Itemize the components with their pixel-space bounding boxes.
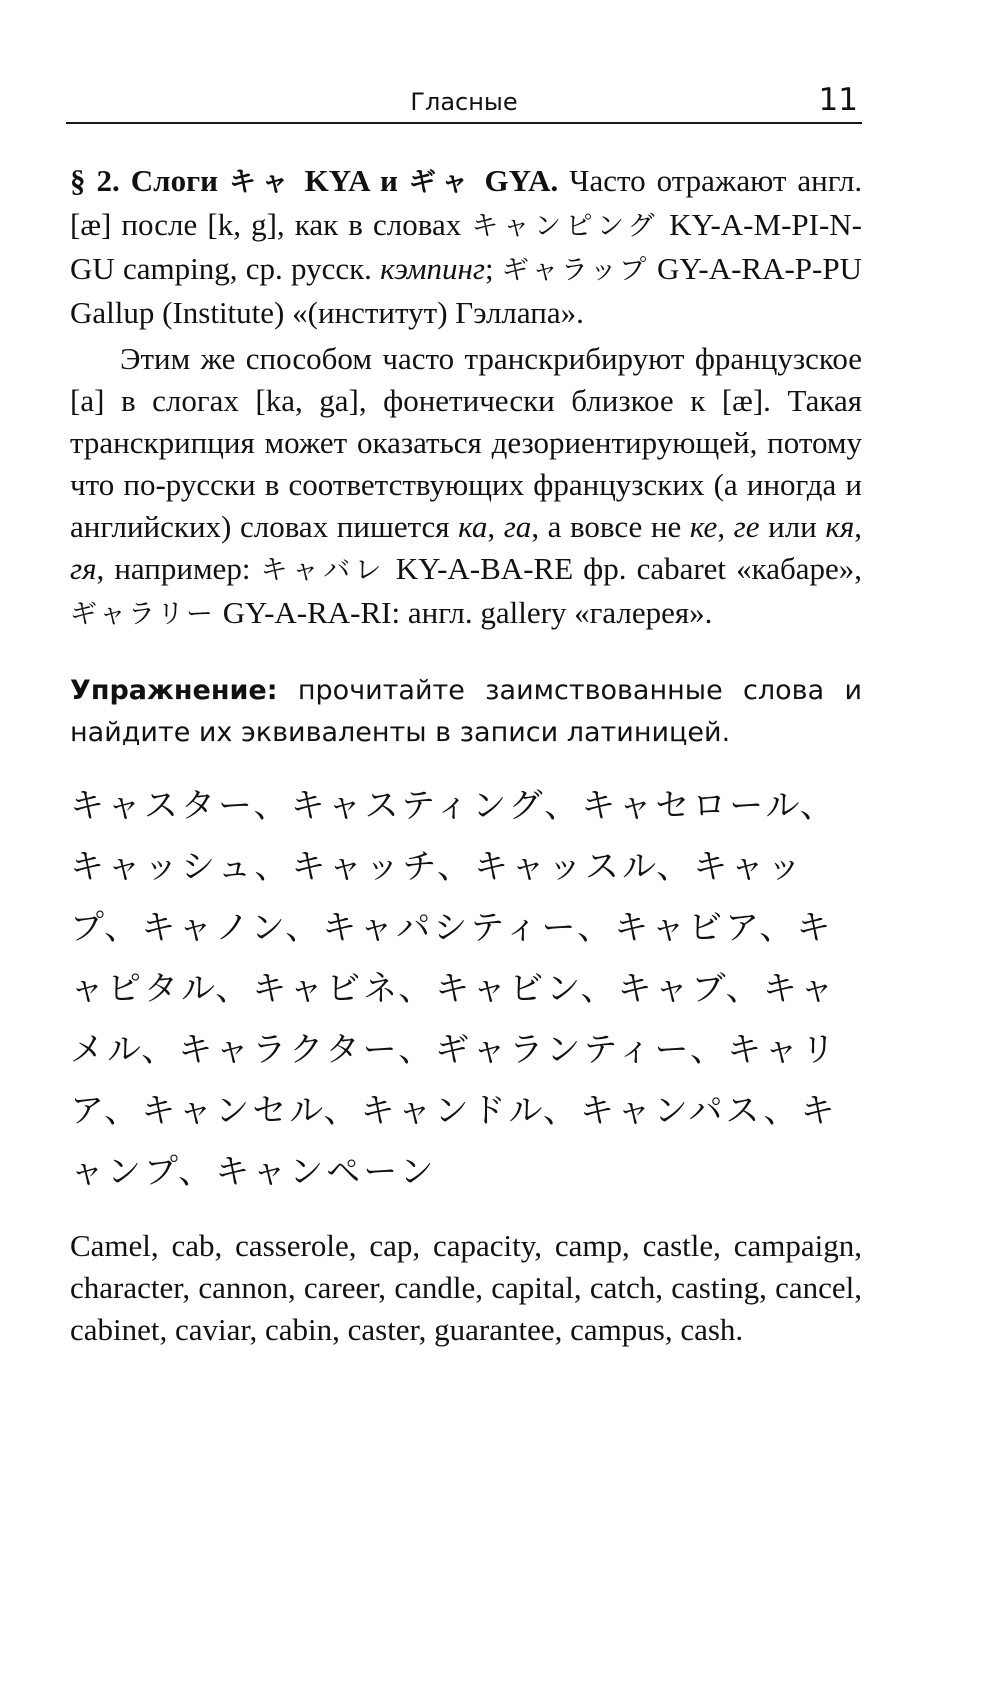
italic-word: кэмпинг [380, 251, 486, 286]
paragraph-2 [70, 338, 862, 636]
text-run: , [854, 509, 863, 544]
text-run: или [759, 509, 826, 544]
latin-word-list: Camel, cab, casserole, cap, capacity, camp, castle, campaign, character, cannon, career, candle, capital, catch, casting, cancel, cabinet, caviar, cabin, caster, guarantee, campus, cash. [70, 1228, 862, 1347]
page-body [70, 160, 862, 1351]
text-run: KY-A-M-PI-N-GU camping, ср. русск. [70, 207, 862, 286]
text-run: , [487, 509, 504, 544]
section-marker: § 2. Слоги [70, 163, 219, 198]
text-run: , [717, 509, 734, 544]
japanese-word-list: キャスター、キャスティング、キャセロール、キャッシュ、キャッチ、キャッスル、キャップ、キャノン、キャパシティー、キャビア、キャピタル、キャビネ、キャビン、キャブ、キャメル、キャラクター、ギャランティー、キャリア、キャンセル、キャンドル、キャンパス、キャンプ、キャンペーン [70, 786, 839, 1192]
kana-gallery: ギャラリー [70, 599, 215, 630]
exercise-label: Упражнение: [70, 675, 278, 706]
latin-kya: KYA [304, 163, 369, 198]
italic-word: ге [733, 509, 760, 544]
section-heading [70, 163, 558, 198]
text-run: Часто отражают англ. [æ] после [k, g], как в словах [70, 163, 863, 242]
chapter-title: Гласные [410, 88, 518, 116]
section-text [70, 160, 862, 636]
kana-camping: キャンピング [471, 211, 660, 242]
italic-word: гя [70, 551, 97, 586]
text-run: , а вовсе не [531, 509, 690, 544]
kana-cabaret: キャバレ [260, 555, 386, 586]
paragraph-1 [70, 160, 862, 334]
kana-gya: ギャ [408, 167, 474, 198]
italic-word: кя [825, 509, 855, 544]
and-word: и [380, 163, 398, 198]
exercise-instruction [70, 670, 862, 754]
kana-gallup: ギャラップ [501, 255, 649, 286]
page-number: 11 [818, 82, 858, 118]
text-run: Этим же способом часто транскрибируют французское [a] в слогах [ka, ga], фонетически близкое к [æ]. Такая транскрипция может оказаться дезориентирующей, потому что по-русски в соответствующих французских (а иногда и английских) словах пишется [70, 341, 862, 544]
latin-gya: GYA. [484, 163, 559, 198]
exercise-text: прочитайте заимствованные слова и найдите их эквиваленты в записи латиницей. [70, 675, 862, 748]
text-run: ; [485, 251, 502, 286]
kana-kya: キャ [229, 167, 294, 198]
text-run: GY-A-RA-P-PU Gallup (Institute) «(институт) Гэллапа». [70, 251, 862, 330]
text-run: KY-A-BA-RE фр. cabaret «кабаре», [385, 551, 862, 586]
running-head [66, 82, 862, 124]
text-run: GY-A-RA-RI: англ. gallery «галерея». [215, 595, 713, 630]
text-run: , например: [96, 551, 261, 586]
italic-word: ка [458, 509, 488, 544]
italic-word: га [503, 509, 532, 544]
italic-word: ке [689, 509, 718, 544]
